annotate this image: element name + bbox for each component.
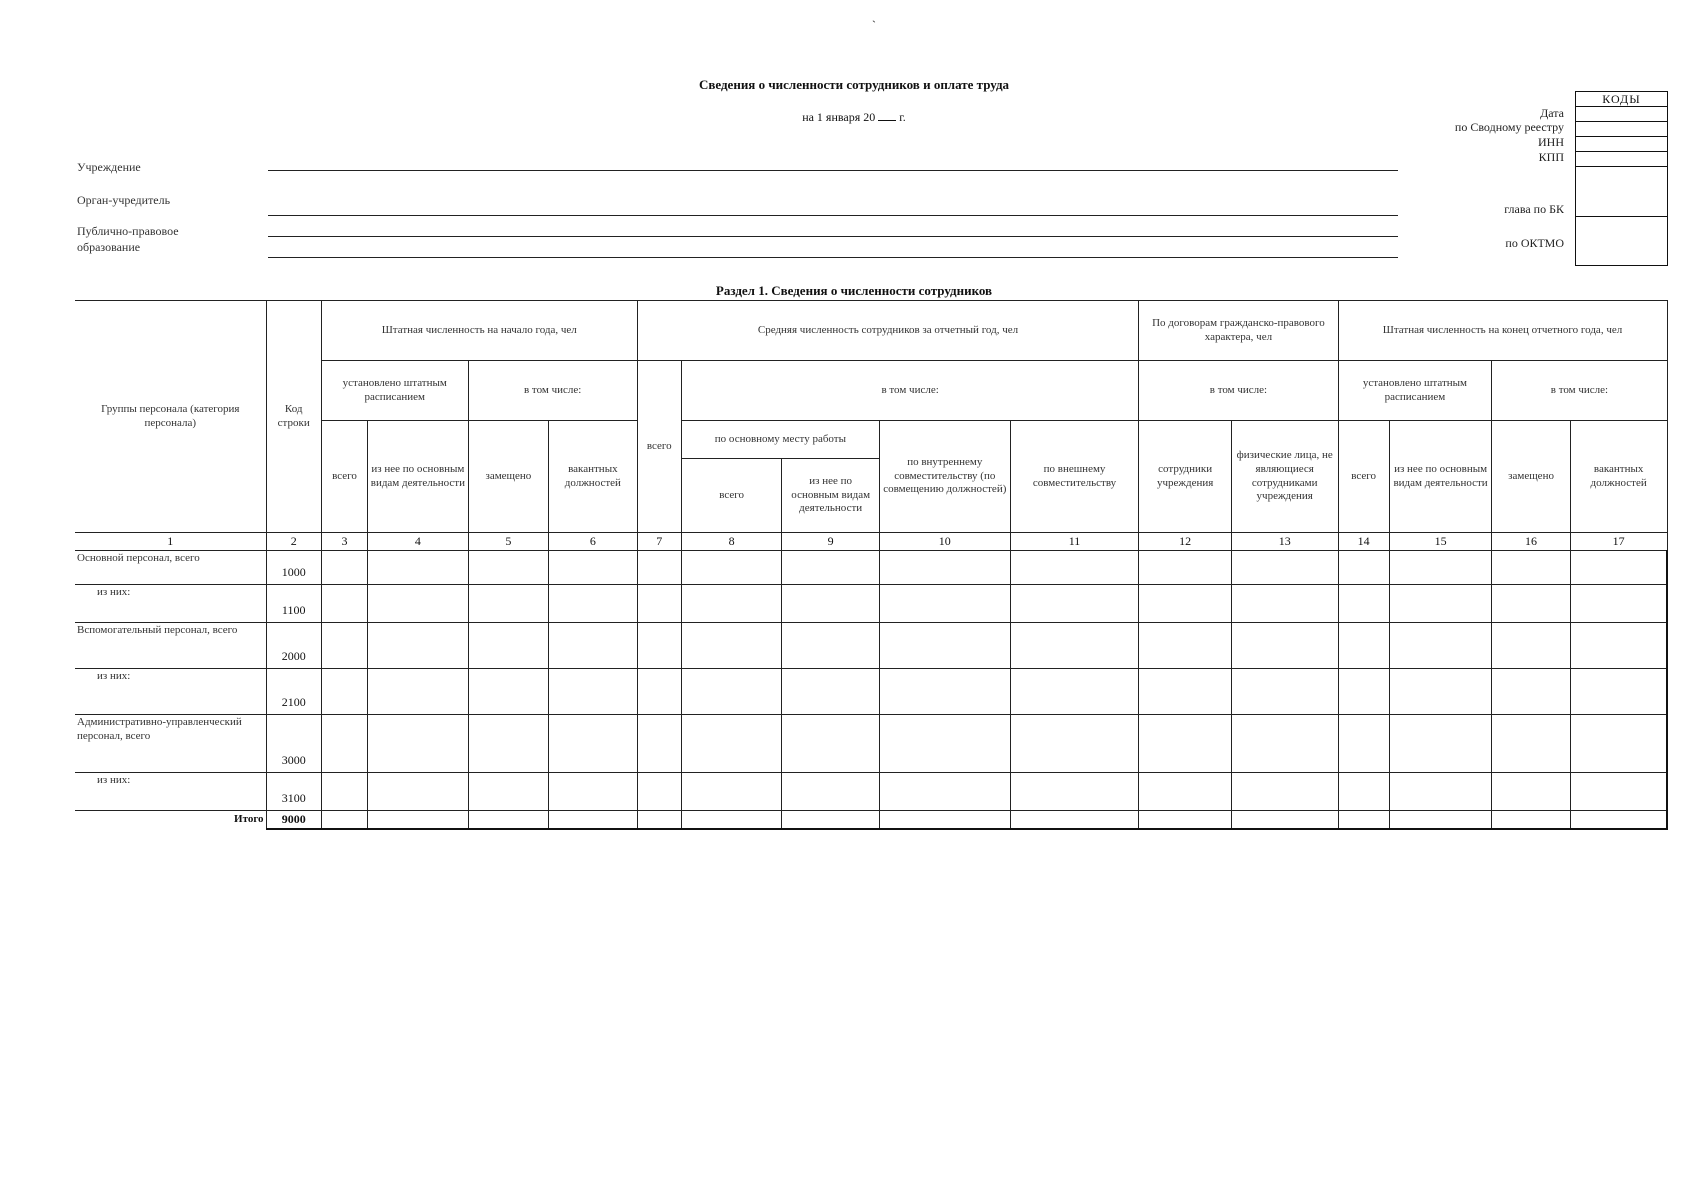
data-cell[interactable]: [782, 551, 880, 585]
data-cell[interactable]: [681, 715, 782, 773]
total-cell[interactable]: [637, 811, 681, 830]
data-cell[interactable]: [549, 585, 638, 623]
data-cell[interactable]: [1492, 623, 1570, 669]
data-cell[interactable]: [321, 585, 367, 623]
oktmo-label: по ОКТМО: [1505, 236, 1564, 250]
section-title: Раздел 1. Сведения о численности сотрудников: [715, 283, 993, 298]
column-number: 17: [1570, 533, 1667, 551]
code-date[interactable]: [1576, 107, 1667, 122]
column-number: 3: [321, 533, 367, 551]
header-main-work: по основному месту работы: [681, 421, 879, 459]
header-civil-contracts: По договорам гражданско-правового характера, чел: [1139, 301, 1338, 361]
header-incl-avg: в том числе:: [681, 361, 1139, 421]
total-cell[interactable]: [1231, 811, 1338, 830]
header-groups: Группы персонала (категория персонала): [75, 301, 266, 533]
table-row: [75, 773, 1667, 811]
column-number: 1: [75, 533, 266, 551]
institution-label: Учреждение: [77, 160, 141, 174]
row-label: из них:: [75, 669, 266, 715]
row-label: Основной персонал, всего: [75, 551, 266, 585]
header-col11-external: по внешнему совместительству: [1010, 421, 1139, 533]
year-blank[interactable]: [878, 110, 896, 121]
data-cell[interactable]: [1570, 715, 1667, 773]
column-numbers-row: [75, 533, 1667, 551]
data-cell[interactable]: [1231, 773, 1338, 811]
data-cell[interactable]: [637, 551, 681, 585]
data-cell[interactable]: [1010, 669, 1139, 715]
date-label: Дата: [1540, 106, 1564, 120]
institution-line[interactable]: [268, 170, 1398, 171]
data-cell[interactable]: [1570, 585, 1667, 623]
scan-mark: `: [872, 18, 876, 32]
row-label: Вспомогательный персонал, всего: [75, 623, 266, 669]
staff-table: [75, 300, 1668, 830]
data-cell[interactable]: [1492, 773, 1570, 811]
data-cell[interactable]: [468, 551, 548, 585]
total-cell[interactable]: [1570, 811, 1667, 830]
header-col3-total: всего: [321, 421, 367, 533]
header-col6-vacant: вакантных должностей: [549, 421, 638, 533]
column-number: 15: [1389, 533, 1492, 551]
data-cell[interactable]: [879, 585, 1010, 623]
data-cell[interactable]: [637, 773, 681, 811]
data-cell[interactable]: [1139, 669, 1232, 715]
data-cell[interactable]: [368, 585, 469, 623]
data-cell[interactable]: [1338, 773, 1389, 811]
column-number: 10: [879, 533, 1010, 551]
data-cell[interactable]: [321, 715, 367, 773]
column-number: 7: [637, 533, 681, 551]
data-cell[interactable]: [1231, 715, 1338, 773]
data-cell[interactable]: [681, 669, 782, 715]
column-number: 9: [782, 533, 880, 551]
data-cell[interactable]: [368, 669, 469, 715]
data-cell[interactable]: [1010, 623, 1139, 669]
column-number: 13: [1231, 533, 1338, 551]
data-cell[interactable]: [782, 715, 880, 773]
header-incl-end: в том числе:: [1492, 361, 1667, 421]
data-cell[interactable]: [637, 623, 681, 669]
data-cell[interactable]: [549, 773, 638, 811]
header-col17-vacant: вакантных должностей: [1570, 421, 1667, 533]
total-cell[interactable]: [368, 811, 469, 830]
code-registry[interactable]: [1576, 122, 1667, 137]
data-cell[interactable]: [1010, 585, 1139, 623]
codes-header: КОДЫ: [1576, 92, 1667, 107]
data-cell[interactable]: [321, 773, 367, 811]
header-col13-individuals: физические лица, не являющиеся сотрудниками учреждения: [1231, 421, 1338, 533]
data-cell[interactable]: [1338, 669, 1389, 715]
row-code: 2000: [266, 623, 321, 669]
founder-label: Орган-учредитель: [77, 193, 171, 207]
header-incl-start: в том числе:: [468, 361, 637, 421]
table-row: [75, 551, 1667, 585]
column-number: 8: [681, 533, 782, 551]
data-cell[interactable]: [1139, 623, 1232, 669]
data-cell[interactable]: [637, 715, 681, 773]
header-by-schedule: установлено штатным расписанием: [321, 361, 468, 421]
header-avg-count: Средняя численность сотрудников за отчетный год, чел: [637, 301, 1139, 361]
codes-box: [1575, 91, 1668, 266]
data-cell[interactable]: [1492, 669, 1570, 715]
data-cell[interactable]: [782, 623, 880, 669]
total-cell[interactable]: [782, 811, 880, 830]
data-cell[interactable]: [1338, 623, 1389, 669]
table-row: [75, 669, 1667, 715]
data-cell[interactable]: [782, 773, 880, 811]
data-cell[interactable]: [782, 585, 880, 623]
header-col14-total: всего: [1338, 421, 1389, 533]
data-cell[interactable]: [368, 551, 469, 585]
data-cell[interactable]: [1492, 715, 1570, 773]
data-cell[interactable]: [1570, 551, 1667, 585]
total-cell[interactable]: [1492, 811, 1570, 830]
data-cell[interactable]: [879, 623, 1010, 669]
entity-label-line2: образование: [77, 240, 141, 254]
header-col8-total: всего: [681, 459, 782, 533]
header-col10-internal: по внутреннему совместительству (по совмещению должностей): [879, 421, 1010, 533]
data-cell[interactable]: [468, 669, 548, 715]
data-cell[interactable]: [549, 669, 638, 715]
table-row: [75, 715, 1667, 773]
total-cell[interactable]: [1338, 811, 1389, 830]
column-number: 11: [1010, 533, 1139, 551]
header-by-schedule-end: установлено штатным расписанием: [1338, 361, 1492, 421]
header-incl-civil: в том числе:: [1139, 361, 1338, 421]
data-cell[interactable]: [1231, 669, 1338, 715]
column-number: 12: [1139, 533, 1232, 551]
data-cell[interactable]: [549, 551, 638, 585]
data-cell[interactable]: [1010, 551, 1139, 585]
header-col15-main: из нее по основным видам деятельности: [1389, 421, 1492, 533]
data-cell[interactable]: [879, 551, 1010, 585]
data-cell[interactable]: [879, 669, 1010, 715]
column-number: 2: [266, 533, 321, 551]
data-cell[interactable]: [468, 773, 548, 811]
data-cell[interactable]: [1570, 773, 1667, 811]
row-code: 3100: [266, 773, 321, 811]
data-cell[interactable]: [368, 623, 469, 669]
header-col4-main: из нее по основным видам деятельности: [368, 421, 469, 533]
data-cell[interactable]: [468, 585, 548, 623]
header-avg-total: всего: [637, 361, 681, 533]
total-cell[interactable]: [549, 811, 638, 830]
row-label: из них:: [75, 585, 266, 623]
total-cell[interactable]: [681, 811, 782, 830]
data-cell[interactable]: [681, 623, 782, 669]
glava-label: глава по БК: [1504, 202, 1564, 216]
data-cell[interactable]: [368, 715, 469, 773]
header-col16-filled: замещено: [1492, 421, 1570, 533]
header-col5-filled: замещено: [468, 421, 548, 533]
header-code: Код строки: [266, 301, 321, 533]
row-label: Административно-управленческий персонал, всего: [75, 715, 266, 773]
header-col12-inst: сотрудники учреждения: [1139, 421, 1232, 533]
data-cell[interactable]: [468, 623, 548, 669]
data-cell[interactable]: [1492, 551, 1570, 585]
data-cell[interactable]: [637, 669, 681, 715]
header-col9-main: из нее по основным видам деятельности: [782, 459, 880, 533]
total-cell[interactable]: [1139, 811, 1232, 830]
data-cell[interactable]: [321, 551, 367, 585]
code-inn[interactable]: [1576, 137, 1667, 152]
table-row: [75, 623, 1667, 669]
data-cell[interactable]: [1389, 585, 1492, 623]
code-glava[interactable]: [1576, 167, 1667, 217]
data-cell[interactable]: [1389, 773, 1492, 811]
entity-line-a[interactable]: [268, 236, 1398, 237]
entity-label-line1: Публично-правовое: [77, 224, 179, 238]
row-code: 3000: [266, 715, 321, 773]
data-cell[interactable]: [368, 773, 469, 811]
data-cell[interactable]: [1139, 773, 1232, 811]
data-cell[interactable]: [321, 669, 367, 715]
total-cell[interactable]: [321, 811, 367, 830]
total-cell[interactable]: [468, 811, 548, 830]
data-cell[interactable]: [1389, 623, 1492, 669]
total-label: Итого: [75, 811, 266, 830]
data-cell[interactable]: [1389, 551, 1492, 585]
data-cell[interactable]: [681, 585, 782, 623]
table-row: [75, 585, 1667, 623]
data-cell[interactable]: [1338, 551, 1389, 585]
row-code: 1100: [266, 585, 321, 623]
column-number: 5: [468, 533, 548, 551]
data-cell[interactable]: [1010, 773, 1139, 811]
data-cell[interactable]: [1231, 585, 1338, 623]
data-cell[interactable]: [1231, 551, 1338, 585]
data-cell[interactable]: [1139, 551, 1232, 585]
header-staff-start: Штатная численность на начало года, чел: [321, 301, 637, 361]
data-cell[interactable]: [1389, 715, 1492, 773]
data-cell[interactable]: [637, 585, 681, 623]
data-cell[interactable]: [1139, 585, 1232, 623]
founder-line[interactable]: [268, 215, 1398, 216]
data-cell[interactable]: [1338, 585, 1389, 623]
data-cell[interactable]: [782, 669, 880, 715]
column-number: 14: [1338, 533, 1389, 551]
row-code: 2100: [266, 669, 321, 715]
data-cell[interactable]: [321, 623, 367, 669]
data-cell[interactable]: [1231, 623, 1338, 669]
data-cell[interactable]: [549, 715, 638, 773]
data-cell[interactable]: [1389, 669, 1492, 715]
header-staff-end: Штатная численность на конец отчетного года, чел: [1338, 301, 1667, 361]
data-cell[interactable]: [1338, 715, 1389, 773]
column-number: 4: [368, 533, 469, 551]
registry-label: по Сводному реестру: [1454, 120, 1564, 134]
data-cell[interactable]: [468, 715, 548, 773]
data-cell[interactable]: [1570, 623, 1667, 669]
data-cell[interactable]: [681, 773, 782, 811]
total-cell[interactable]: [1010, 811, 1139, 830]
data-cell[interactable]: [879, 773, 1010, 811]
row-code: 1000: [266, 551, 321, 585]
row-label: из них:: [75, 773, 266, 811]
data-cell[interactable]: [681, 551, 782, 585]
data-cell[interactable]: [879, 715, 1010, 773]
code-kpp[interactable]: [1576, 152, 1667, 167]
subtitle-suffix: г.: [899, 110, 906, 124]
code-oktmo[interactable]: [1576, 217, 1667, 265]
column-number: 16: [1492, 533, 1570, 551]
total-cell[interactable]: [879, 811, 1010, 830]
entity-line-b[interactable]: [268, 257, 1398, 258]
kpp-label: КПП: [1538, 150, 1564, 164]
document-title: Сведения о численности сотрудников и оплате труда: [698, 77, 1010, 92]
total-cell[interactable]: [1389, 811, 1492, 830]
total-code: 9000: [266, 811, 321, 830]
data-cell[interactable]: [1010, 715, 1139, 773]
total-row: [75, 811, 1667, 830]
subtitle-prefix: на 1 января 20: [802, 110, 876, 124]
data-cell[interactable]: [1139, 715, 1232, 773]
data-cell[interactable]: [549, 623, 638, 669]
data-cell[interactable]: [1492, 585, 1570, 623]
inn-label: ИНН: [1538, 135, 1564, 149]
data-cell[interactable]: [1570, 669, 1667, 715]
column-number: 6: [549, 533, 638, 551]
